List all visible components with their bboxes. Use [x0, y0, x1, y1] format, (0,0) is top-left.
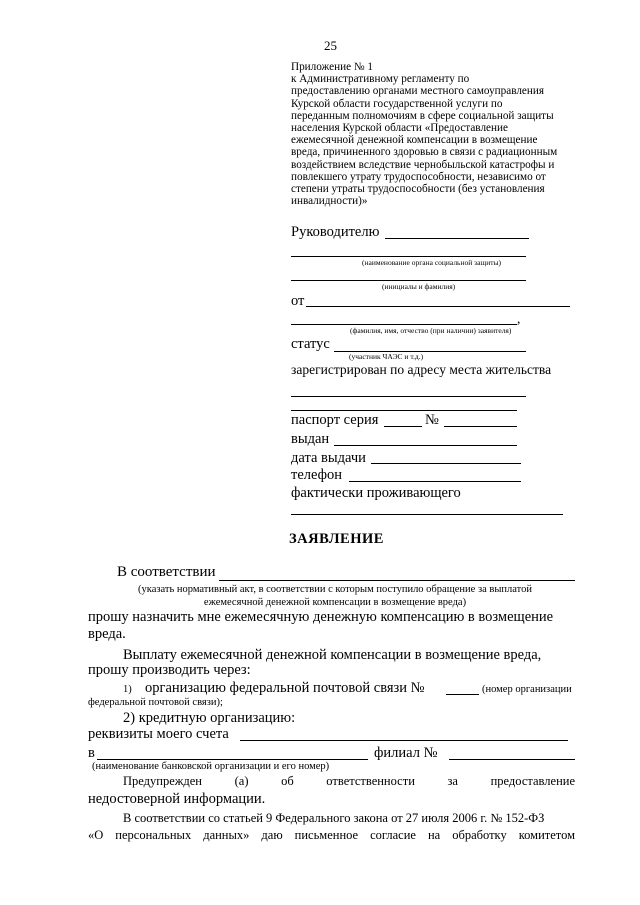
passport-number-sign: № — [425, 412, 439, 428]
head-name-line — [385, 238, 529, 239]
status-label: статус — [291, 336, 330, 352]
branch-number-line — [449, 759, 575, 760]
caption-bank: (наименование банковской организации и его номер) — [92, 761, 330, 772]
from-label: от — [291, 293, 305, 309]
statement-title: ЗАЯВЛЕНИЕ — [289, 531, 384, 547]
payment-line-2: прошу производить через: — [88, 662, 251, 678]
branch-label: филиал № — [374, 745, 438, 761]
option2-text: 2) кредитную организацию: — [123, 710, 296, 726]
act-line — [219, 580, 575, 581]
consent-line-1: В соответствии со статьей 9 Федерального закона от 27 июля 2006 г. № 152-ФЗ — [123, 811, 545, 825]
caption-initials: (инициалы и фамилия) — [382, 282, 456, 291]
issued-line — [334, 445, 517, 446]
actually-living-label: фактически проживающего — [291, 485, 461, 501]
appendix-line: населения Курской области «Предоставление — [291, 122, 508, 135]
org-line — [291, 256, 526, 257]
option1-number: 1) — [123, 684, 132, 695]
warned-line-1: Предупрежден (а) об ответственности за предоставление — [123, 774, 575, 788]
appendix-line: предоставлению органами местного самоуправления — [291, 85, 545, 98]
address-line-1 — [291, 396, 526, 397]
initials-line — [291, 280, 526, 281]
request-line-1: прошу назначить мне ежемесячную денежную компенсацию в возмещение — [88, 609, 554, 625]
issue-date-label: дата выдачи — [291, 450, 366, 466]
registered-label: зарегистрирован по адресу места жительства — [291, 362, 552, 377]
consent-line-2: «О персональных данных» даю письменное согласие на обработку комитетом — [88, 828, 575, 842]
option1-note-b: федеральной почтовой связи); — [88, 697, 223, 708]
fio-comma: , — [517, 311, 521, 326]
issue-date-line — [371, 463, 521, 464]
caption-fio: (фамилия, имя, отчество (при наличии) заявителя) — [350, 326, 512, 335]
living-address-line — [291, 514, 563, 515]
payment-line-1: Выплату ежемесячной денежной компенсации в возмещение вреда, — [123, 647, 542, 663]
appendix-line: переданным полномочиям в сфере социальной защиты — [291, 109, 554, 122]
caption-act-2: ежемесячной денежной компенсации в возмещение вреда) — [203, 597, 467, 608]
account-label: реквизиты моего счета — [88, 726, 229, 742]
in-accordance-label: В соответствии — [117, 564, 216, 580]
address-line-2 — [291, 410, 517, 411]
bank-name-line — [97, 759, 368, 760]
caption-act-1: (указать нормативный акт, в соответствии с которым поступило обращение за выплатой — [138, 584, 532, 595]
fio-line — [291, 324, 517, 325]
option1-note-a: (номер организации — [482, 684, 572, 695]
appendix-block — [291, 61, 591, 207]
appendix-line: степени утраты трудоспособности (без установления — [291, 183, 545, 196]
appendix-line: воздействием вследствие чернобыльской катастрофы и — [291, 158, 555, 171]
caption-status: (участник ЧАЭС и т.д.) — [349, 352, 424, 361]
appendix-line: к Административному регламенту по — [291, 73, 470, 86]
issued-label: выдан — [291, 431, 330, 447]
appendix-line: вреда, причиненного здоровью в связи с радиационным — [291, 146, 558, 159]
account-line — [240, 740, 568, 741]
phone-line — [349, 481, 521, 482]
bank-in-label: в — [88, 745, 95, 761]
appendix-line: повлекшего утрату трудоспособности, независимо от — [291, 170, 546, 183]
post-office-number-line — [446, 694, 479, 695]
warned-line-2: недостоверной информации. — [88, 791, 266, 807]
appendix-line: инвалидности)» — [291, 195, 368, 208]
phone-label: телефон — [291, 467, 343, 483]
caption-org: (наименование органа социальной защиты) — [362, 258, 502, 267]
to-head-label: Руководителю — [291, 224, 380, 240]
appendix-line: Курской области государственной услуги по — [291, 97, 503, 110]
request-line-2: вреда. — [88, 626, 126, 642]
option1-text: организацию федеральной почтовой связи № — [145, 680, 425, 696]
passport-series-label: паспорт серия — [291, 412, 379, 428]
appendix-line: ежемесячной денежной компенсации в возмещение — [291, 134, 538, 147]
from-line — [306, 306, 570, 307]
appendix-title: Приложение № 1 — [291, 61, 373, 73]
passport-series-line — [384, 426, 422, 427]
page-number: 25 — [324, 38, 337, 53]
passport-number-line — [444, 426, 517, 427]
